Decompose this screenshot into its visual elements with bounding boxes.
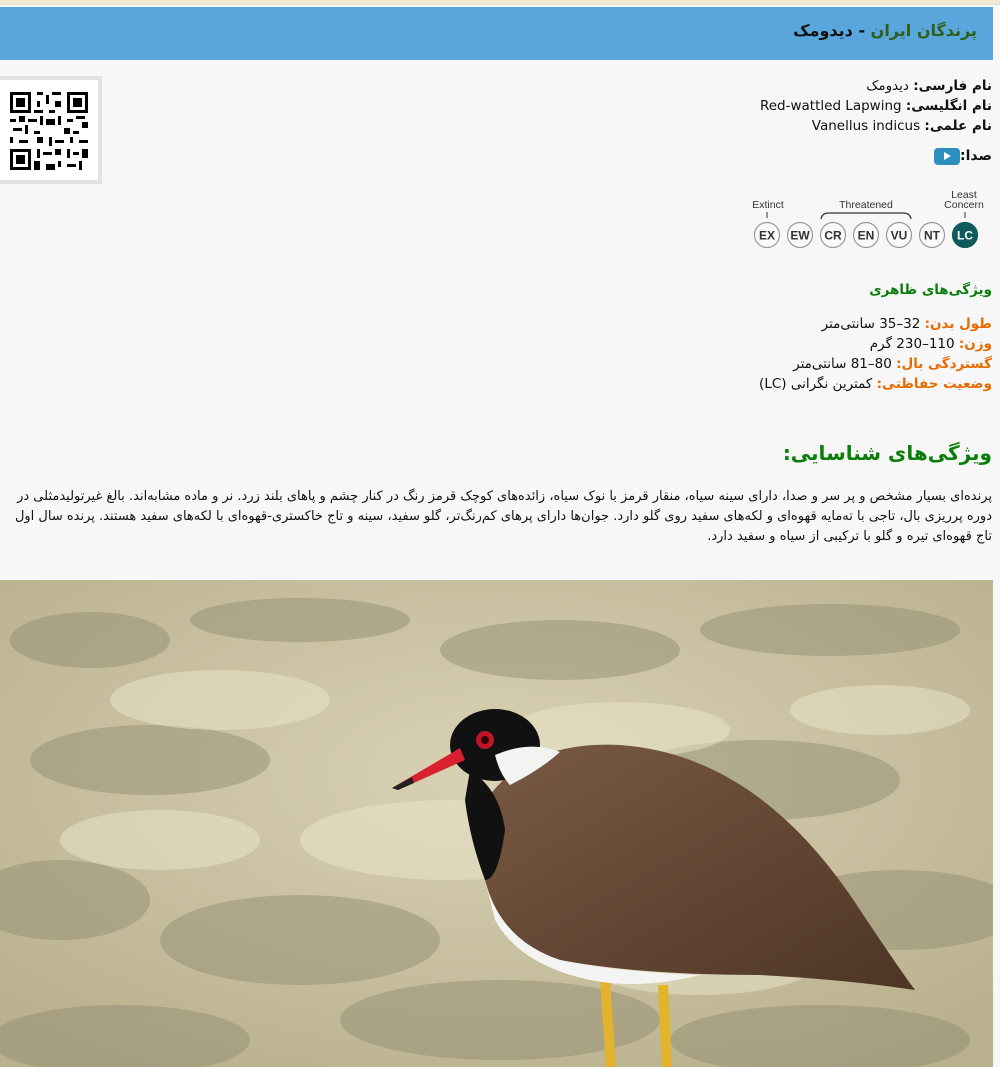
length-row: [759, 314, 992, 334]
breadcrumb-separator: -: [852, 21, 871, 40]
status-row: [759, 374, 992, 394]
farsi-name-value: دیدومک: [866, 78, 909, 94]
page-title: دیدومک: [793, 21, 853, 40]
status-value: کمترین نگرانی (LC): [759, 376, 873, 392]
qr-code-image: [10, 92, 88, 170]
iucn-concern-label: Concern: [944, 199, 984, 211]
sound-label: صدا:: [959, 148, 992, 164]
iucn-threatened-label: Threatened: [839, 199, 893, 211]
english-name-row: [760, 96, 992, 116]
length-value: 32–35 سانتی‌متر: [821, 316, 921, 332]
iucn-code-ex: EX: [758, 228, 776, 243]
scientific-name-value: Vanellus indicus: [811, 118, 921, 134]
iucn-code-vu: VU: [890, 228, 908, 243]
wingspan-row: [759, 354, 992, 374]
iucn-extinct-label: Extinct: [752, 199, 784, 211]
breadcrumb: [793, 21, 977, 40]
iucn-code-en: EN: [857, 228, 875, 243]
length-label: طول بدن:: [924, 316, 992, 332]
iucn-least-label: Least: [951, 189, 977, 201]
scientific-name-row: [760, 116, 992, 136]
breadcrumb-site-link[interactable]: پرندگان ایران: [870, 21, 977, 40]
name-info: [760, 76, 992, 136]
scientific-name-label: نام علمی:: [924, 118, 992, 134]
play-sound-button[interactable]: [934, 148, 960, 165]
wingspan-label: گستردگی بال:: [896, 356, 992, 372]
english-name-value: Red-wattled Lapwing: [759, 98, 902, 114]
weight-row: [759, 334, 992, 354]
iucn-code-ew: EW: [790, 228, 810, 243]
iucn-code-cr: CR: [824, 228, 842, 243]
iucn-code-lc: LC: [957, 228, 973, 243]
farsi-name-row: [760, 76, 992, 96]
top-strip: [0, 0, 1000, 5]
identification-text: پرنده‌ای بسیار مشخص و پر سر و صدا، دارای سینه سیاه، منقار قرمز با نوک سیاه، زائده‌های کوچک قرمز رنگ در کنار چشم و پاهای بلند زرد. نر و ماده مشابه‌اند. بالغ غیرتولیدمثلی در دوره پرریزی بال، تاجی با ته‌مایه قهوه‌ای و لکه‌های سفید روی گلو دارد. جوان‌ها دارای پرهای کم‌رنگ‌تر، گلو سفید، سینه و تاج خاکستری-قهوه‌ای با لکه‌های سفید هستند. پرنده سال اول تاج قهوه‌ای تیره و گلو با ترکیبی از سیاه و سفید دارد.: [14, 489, 992, 544]
iucn-status-scale: [745, 186, 990, 256]
bird-photo-image: [0, 580, 993, 1067]
iucn-code-nt: NT: [924, 228, 940, 243]
physical-features: [759, 314, 992, 394]
qr-code: [0, 76, 102, 184]
identification-heading: ویژگی‌های شناسایی:: [782, 441, 992, 465]
weight-label: وزن:: [958, 336, 992, 352]
wingspan-value: 80–81 سانتی‌متر: [793, 356, 892, 372]
farsi-name-label: نام فارسی:: [913, 78, 992, 94]
status-label: وضعیت حفاظتی:: [876, 376, 992, 392]
title-bar: [0, 7, 993, 60]
english-name-label: نام انگلیسی:: [905, 98, 992, 114]
physical-features-heading: ویژگی‌های ظاهری: [869, 282, 992, 298]
weight-value: 110–230 گرم: [869, 336, 955, 352]
bird-photo: [0, 580, 993, 1067]
